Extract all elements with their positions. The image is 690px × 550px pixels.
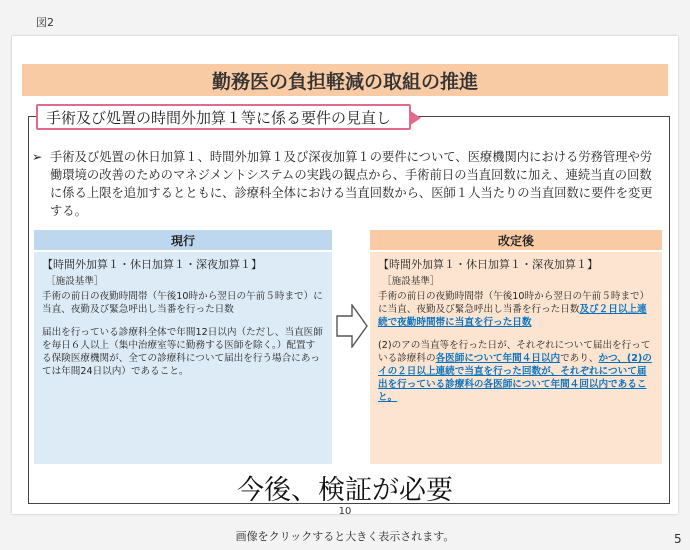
figure-label: 図2 (36, 16, 54, 29)
page-number: 10 (338, 506, 352, 517)
revised-para-1 (378, 290, 654, 329)
revised-title: 【時間外加算１・休日加算１・深夜加算１】 (378, 258, 598, 271)
current-para-1: 手術の前日の夜勤時間帯（午後10時から翌日の午前５時まで）に当直、夜勤及び緊急呼出し当番を行った日数 (42, 291, 323, 315)
revised-para-2-text-a: (2)のアの当直等を行った日が、それぞれについて届出を行っている診療科の (378, 340, 651, 364)
verification-note: 今後、検証が必要 (237, 475, 453, 506)
current-para-2: 届出を行っている診療科全体で年間12日以内（ただし、当直医師を毎日６人以上（集中治療室等に勤務する医師を除く。）配置する保険医療機関が、全ての診療科について届出を行う場合にあっては年間24日以内）であること。 (42, 327, 323, 377)
image-caption: 画像をクリックすると大きく表示されます。 (235, 530, 455, 543)
summary-bullet (32, 148, 662, 220)
revised-para-2-text-b: であり、 (560, 353, 599, 364)
current-subheading: ［施設基準］ (46, 276, 104, 287)
current-title: 【時間外加算１・休日加算１・深夜加算１】 (42, 258, 262, 271)
revised-subheading: ［施設基準］ (382, 276, 440, 287)
revised-panel (370, 252, 662, 464)
slide-number: 5 (674, 532, 682, 546)
revised-para-1-highlight: 及び２日以上連続で夜勤時間帯に当直を行った日数 (378, 304, 647, 328)
revised-para-2-highlight-a: 各医師について年間４日以内 (435, 353, 561, 364)
bullet-arrow-icon: ➢ (32, 150, 43, 164)
revised-para-1-text: 手術の前日の夜勤時間帯（午後10時から翌日の午前５時まで）に当直、夜勤及び緊急呼出し当番を行った日数 (378, 291, 650, 315)
section-heading: 手術及び処置の時間外加算１等に係る要件の見直し (36, 104, 411, 130)
revised-para-2-highlight-b: かつ、(2)のイの２日以上連続で当直を行った回数が、それぞれについて届出を行っている診療科の各医師について年間４回以内であること。 (378, 353, 652, 403)
revised-header: 改定後 (370, 230, 662, 250)
current-panel (34, 252, 332, 464)
slide-title: 勤務医の負担軽減の取組の推進 (22, 64, 668, 96)
summary-text: 手術及び処置の休日加算１、時間外加算１及び深夜加算１の要件について、医療機関内における労務管理や労働環境の改善のためのマネジメントシステムの実践の観点から、手術前日の当直回数に加え、連続当直の回数に係る上限を追加するとともに、診療科全体における当直回数から、医師１人当たりの当直回数に要件を変更する。 (50, 150, 653, 218)
current-header: 現行 (34, 230, 332, 250)
revised-para-2 (378, 339, 654, 404)
right-arrow-icon (336, 304, 368, 348)
